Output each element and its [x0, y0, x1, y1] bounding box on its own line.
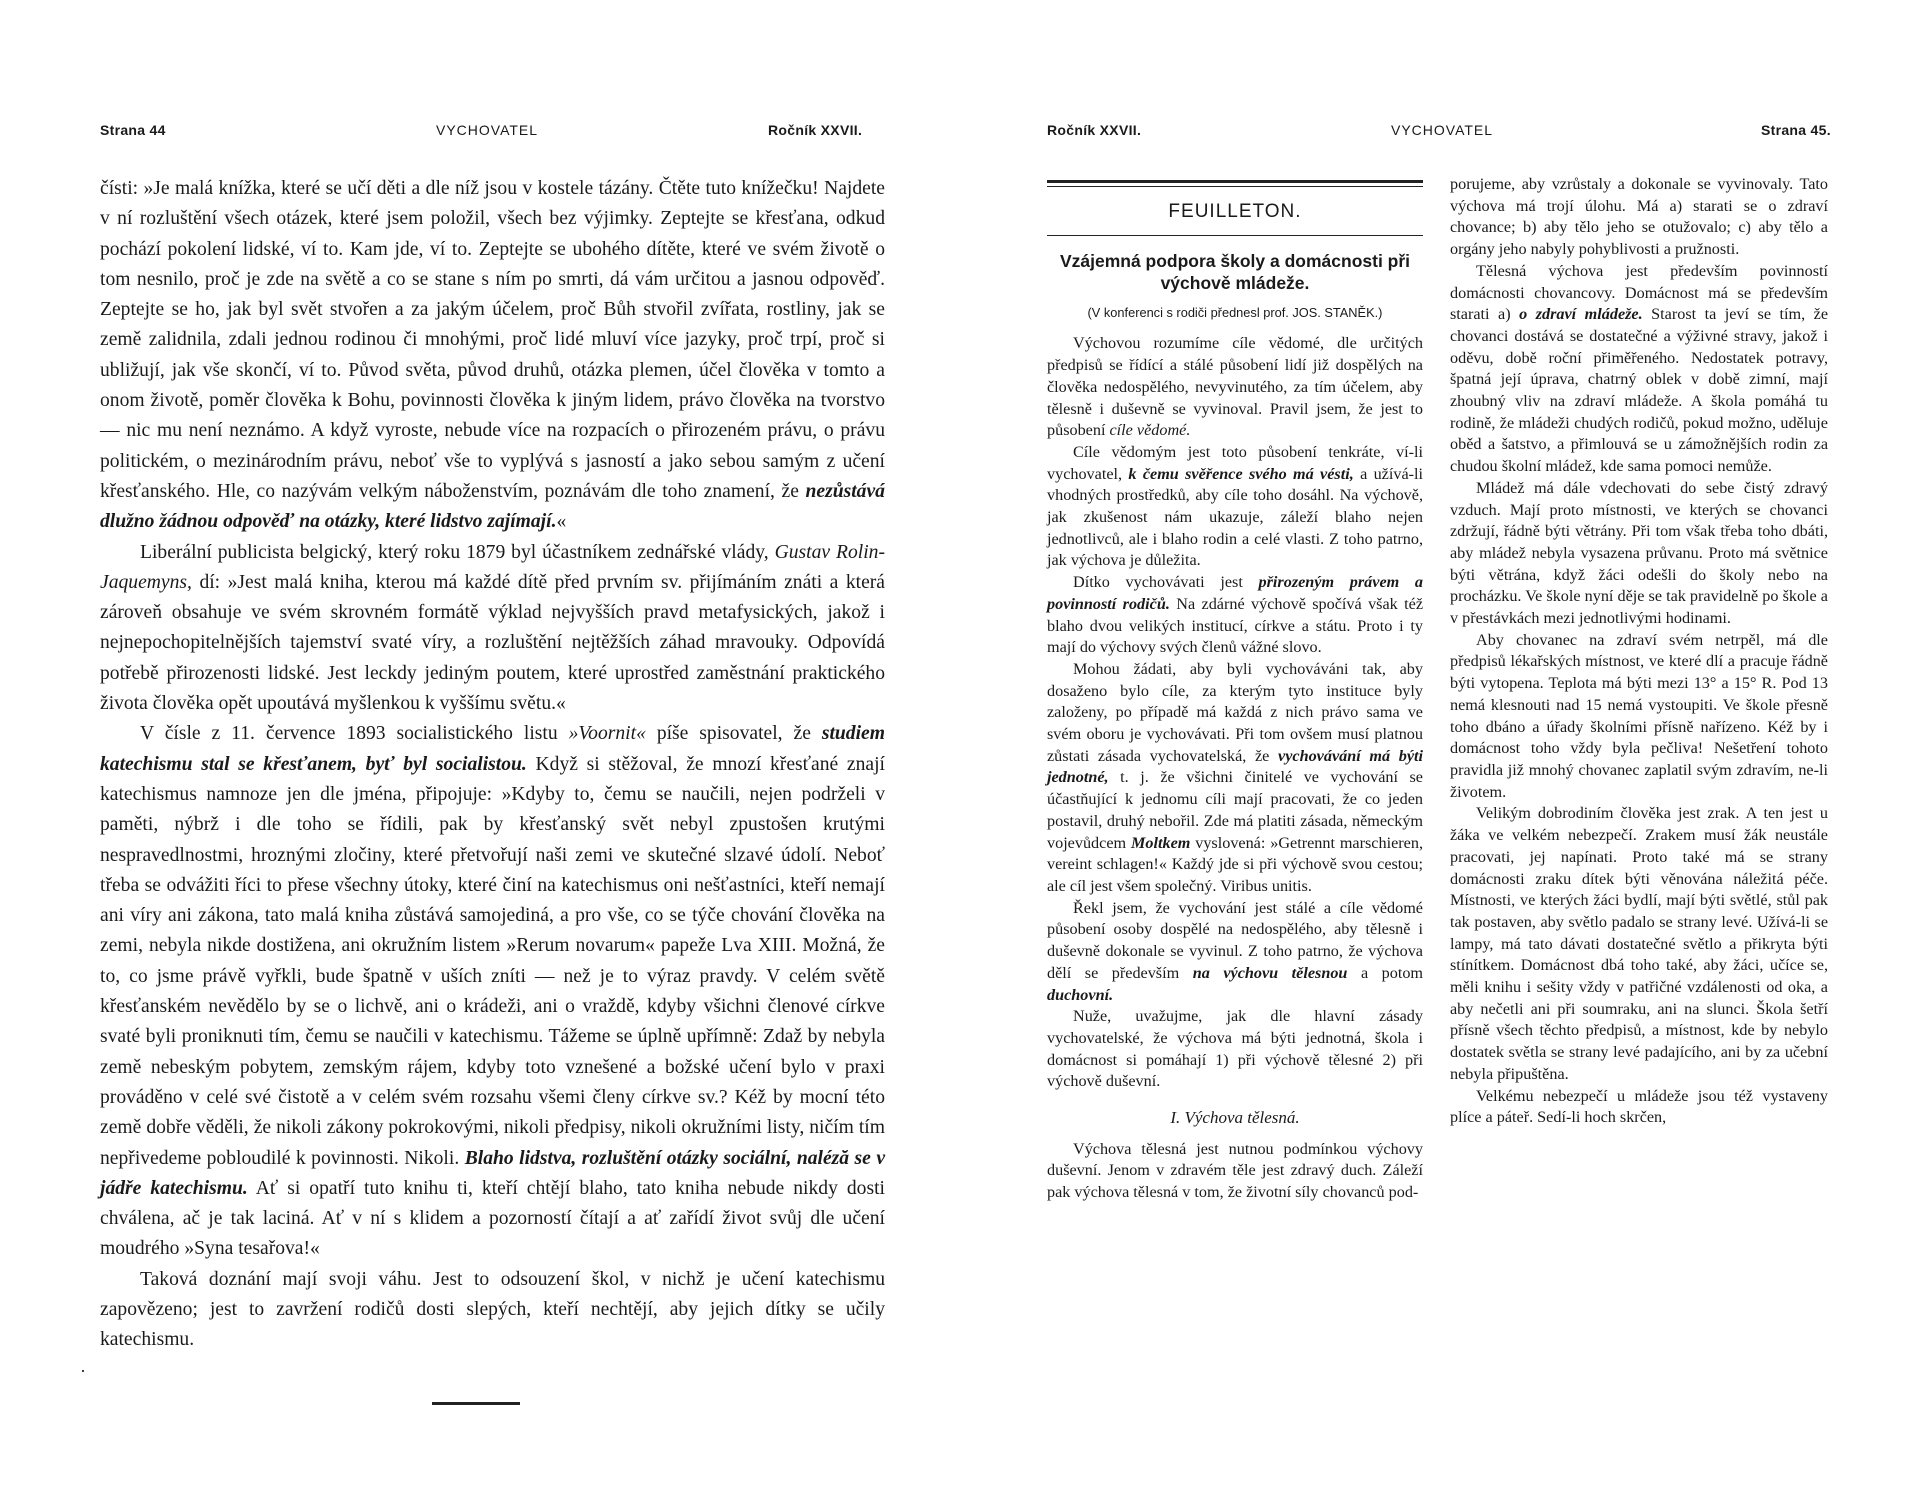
- right-volume: Ročník XXVII.: [1047, 122, 1142, 138]
- paragraph: Výchovou rozumíme cíle vědomé, dle určitých předpisů se řídící a stálé působení lidí již dospělých na člověka nedospělého, nevyvinutého, za tím účelem, aby tělesně i duševně se vyvinoval. Pravil jsem, že jest to působení cíle vědomé.: [1047, 334, 1423, 440]
- section-rule: [1047, 235, 1423, 236]
- paragraph: V čísle z 11. července 1893 socialistického listu »Voornit« píše spisovatel, že studiem katechismu stal se křesťanem, byť byl socialistou. Když si stěžoval, že mnozí křesťané znají katechismus namnoze jen dle jména, připojuje: »Kdyby to, čemu se naučili, nejen podrželi v paměti, nýbrž i dle toho se řídili, pak by křesťanský svět nebyl zpustošen krutými nespravedlnostmi, hroznými zločiny, které přetvořují naši zemi ve skutečné slzavé údolí. Neboť třeba se odvážiti říci to přese všechny útoky, které činí na katechismus oni nešťastníci, kteří nemají ani víry ani zákona, tato malá kniha zůstává samojediná, a pro vše, co se týče chování člověka na zemi, nebyla nikde dostižena, ani okružním listem »Rerum novarum« papeže Lva XIII. Možná, že to, co jsme právě vyřkli, bude špatně v uších zníti — než je to výraz pravdy. V celém světě křesťanském nevědělo by se o lichvě, ani o krádeži, ani o vraždě, kdyby všichni členové církve svaté byli proniknuti tím, čemu se naučili v katechismu. Tážeme se úplně upřímně: Zdaž by nebyla země nebeským pobytem, zemským rájem, kdyby toto vznešené a božské učení bylo v praxi prováděno v celé své čistotě a v celém svém rozsahu všemi členy církve sv.? Kéž by mocní této země dobře věděli, že nikoli zákony pokrokovými, nikoli předpisy, nikoli okružními listy, ničím tím nepřivedeme pobloudilé k povinnosti. Nikoli. Blaho lidstva, rozluštění otázky sociální, naléză se v jádře katechismu. Ať si opatří tuto knihu ti, kteří chtějí blaho, tato kniha nebude nikdy dosti chválena, ač je tak laciná. Ať v ní s klidem a pozorností čítají a ať zařídí život svůj dle učení moudrého »Syna tesařova!«: [100, 723, 886, 1260]
- paragraph: Velkému nebezpečí u mládeže jsou též vystaveny plíce a páteř. Sedí-li hoch skrčen,: [1450, 1086, 1828, 1127]
- section-rule: [1047, 186, 1423, 187]
- article-title: Vzájemná podpora školy a domácnosti při výchově mládeže.: [1059, 250, 1411, 293]
- right-column-left: [1047, 180, 1423, 1204]
- paragraph: čísti: »Je malá knížka, které se učí děti a dle níž jsou v kostele tázány. Čtěte tuto knížečku! Najdete v ní rozluštění všech otázek, které jsem položil, všech bez výjimky. Zeptejte se křesťana, odkud pochází pokolení lidské, ví to. Kam jde, ví to. Zeptejte se ubohého dítěte, které ve svém životě o tom nesnilo, proč je zde na světě a co se stane s ním po smrti, dá vám určitou a jasnou odpověď. Zeptejte se ho, jak byl svět stvořen a za jakým účelem, proč Bůh stvořil zvířata, rostliny, jak se země zalidnila, zdali jednou rodinou či mnohými, proč lidé mluví více jazyky, proč trpí, proč si ubližují, jak vše skončí, ví to. Původ světa, původ druhů, otázka plemen, účel člověka v tomto a onom životě, poměr člověka k Bohu, povinnosti člověka k jiným lidem, právo člověka na tvorstvo — nic mu není neznámo. A když vyroste, nebude více na rozpacích o přirozeném právu, o právu politickém, o mezinárodním právu, neboť vše to vyplývá s jasností a jako sebou samým z učení křesťanského. Hle, co nazývám velkým náboženstvím, poznávám dle toho znamení, že nezůstává dlužno žádnou odpověď na otázky, které lidstvo zajímají.«: [100, 178, 885, 533]
- margin-dot: ·: [80, 1361, 86, 1381]
- feuilleton-heading: FEUILLETON.: [1168, 201, 1302, 222]
- left-volume: Ročník XXVII.: [768, 122, 863, 138]
- paragraph: Nuže, uvažujme, jak dle hlavní zásady vychovatelské, že výchova má býti jednotná, škola i domácnost si pomáhají 1) při výchově tělesné 2) při výchově duševní.: [1047, 1007, 1423, 1091]
- right-column-right: [1450, 174, 1828, 1129]
- left-journal-title: VYCHOVATEL: [436, 122, 539, 138]
- right-page: [953, 0, 1906, 1501]
- paragraph: Mládež má dále vdechovati do sebe čistý zdravý vzduch. Mají proto místnosti, ve kterých se chovanci zdržují, řádně býti větrány. Při tom však třeba toho dbáti, aby mládež nebyla vysazena průvanu. Proto má světnice býti větrána, když žáci odešli do školy nebo na procházku. Ve škole nyní děje se tak pravidelně po škole a v přestávkách mezi jednotlivými hodinami.: [1450, 478, 1828, 628]
- left-page-number: Strana 44: [100, 122, 166, 138]
- right-page-number: Strana 45.: [1761, 122, 1831, 138]
- section-rule: [1047, 180, 1423, 183]
- paragraph: Mohou žádati, aby byli vychováváni tak, aby dosaženo bylo cíle, za kterým tyto instituce byly založeny, po případě má každá z nich právo sama ve svém oboru je vychovávati. Při tom ovšem musí platnou zůstati zásada vychovatelská, že vychovávání má býti jednotné, t. j. že všichni činitelé ve vychování se účastňující k jednomu cíli mají pracovati, že co jeden postavil, druhý nebořil. Zde má platiti zásada, německým vojevůdcem Moltkem vyslovená: »Getrennt marschieren, vereint schlagen!« Každý jde si při výchově svou cestou; ale cíl jest všem společný. Viribus unitis.: [1047, 659, 1424, 895]
- paragraph: Velikým dobrodiním člověka jest zrak. A ten jest u žáka ve velkém nebezpečí. Zrakem musí žák neustále pracovati, jej napínati. Proto také má se strany domácnosti zraku dítek býti věnována náležitá péče. Místnosti, ve kterých žáci bydlí, mají býti světlé, stůl pak tak postaven, aby světlo padalo se strany levé. Užívá-li se lampy, má tato dávati dostatečné světlo a přikryta býti stínítkem. Domácnost dbá toho také, aby žáci, učíce se, měli knihu i sešity vždy v patřičné vzdálenosti od oka, a aby nečetli ani při soumraku, ani na slunci. Škola šetří přísně všech těchto předpisů, a místnost, kde by nebylo dostatek světla se strany levé padajícího, ani by za učební nebyla připuštěna.: [1450, 804, 1828, 1083]
- paragraph: Taková doznání mají svoji váhu. Jest to odsouzení škol, v nichž je učení katechismu zapovězeno; jest to zavržení rodičů dosti slepých, kteří nechtějí, aby jejich dítky se učily katechismu.: [100, 1268, 885, 1351]
- paragraph: porujeme, aby vzrůstaly a dokonale se vyvinovaly. Tato výchova má trojí úlohu. Má a) starati se o zdraví chovance; b) aby tělo jeho se otužovalo; c) aby tělo a orgány jeho nabyly pohyblivosti a pružnosti.: [1450, 175, 1828, 259]
- paragraph: Liberální publicista belgický, který roku 1879 byl účastníkem zednářské vlády, Gustav Rolin-Jaquemyns, dí: »Jest malá kniha, kterou má každé dítě před prvním sv. přijímáním znáti a která zároveň obsahuje ve svém skrovném formátě výklad nejvyšších pravd metafysických, jakož i nejnepochopitelnějších tajemství svaté víry, a rozluštění nejtěžších záhad mravouky. Odpovídá potřebě přirozenosti lidské. Jest leckdy jediným poutem, které uprostřed zaměstnání praktického života člověka opět upoutává myšlenkou k vyššímu světu.«: [100, 541, 885, 715]
- paragraph: Aby chovanec na zdraví svém netrpěl, má dle předpisů lékařských místnost, ve které dlí a pracuje řádně býti vytopena. Teplota má býti mezi 13° a 15° R. Pod 13 nemá klesnouti nad 15 nemá vystoupiti. Ve škole přesně toho dbáno a úřady školními přísně nařízeno. Kéž by i domácnost toho vždy byla pečliva! Nešetření tohoto pravidla již mnohý chovanec zaplatil svým zdravím, ne-li životem.: [1450, 630, 1828, 801]
- right-journal-title: VYCHOVATEL: [1391, 122, 1494, 138]
- left-body-text: [100, 174, 885, 1356]
- article-subtitle: (V konferenci s rodiči přednesl prof. JOS. STANĚK.): [1087, 304, 1383, 320]
- paragraph: Tělesná výchova jest především povinností domácnosti chovancovy. Domácnost má se především starati a) o zdraví mládeže. Starost ta jeví se tím, že chovanci dostává se dostatečné a výživné stravy, jakož i oděvu, době roční přiměřeného. Nedostatek potravy, špatná její úprava, chatrný oblek v době zimní, mají zhoubný vliv na zdraví mládeže. A škola pomáhá tu rodině, že mládeži chudých rodičů, pokud možno, uděluje oběd a šatstvo, a přimlouvá se u zámožnějších rodin za chudou školní mládež, kde sama pomoci nemůže.: [1450, 261, 1829, 476]
- paragraph: Výchova tělesná jest nutnou podmínkou výchovy duševní. Jenom v zdravém těle jest zdravý duch. Záleží pak výchova tělesná v tom, že životní síly chovanců pod-: [1047, 1139, 1423, 1202]
- paragraph: Řekl jsem, že vychování jest stálé a cíle vědomé působení osoby dospělé na nedospělého, aby tělesně i duševně dokonale se vyvinul. Z toho patrno, že výchova dělí se především na výchovu tělesnou a potom duchovní.: [1047, 898, 1424, 1004]
- section-heading: I. Výchova tělesná.: [1170, 1108, 1300, 1128]
- paragraph: Cíle vědomým jest toto působení tenkráte, ví-li vychovatel, k čemu svěřence svého má vésti, a užívá-li vhodných prostředků, aby cíle toho dosáhl. Na výchově, jak zkušenost nám ukazuje, záleží blaho nejen jednotlivců, ale i blaho rodin a celé vlasti. Z toho patrno, jak výchova je důležita.: [1047, 442, 1424, 570]
- paragraph: Dítko vychovávati jest přirozeným právem a povinností rodičů. Na zdárné výchově spočívá však též blaho dvou velikých institucí, církve a státu. Proto i ty mají do výchovy svých členů vážné slovo.: [1047, 573, 1424, 657]
- end-rule: [432, 1402, 520, 1405]
